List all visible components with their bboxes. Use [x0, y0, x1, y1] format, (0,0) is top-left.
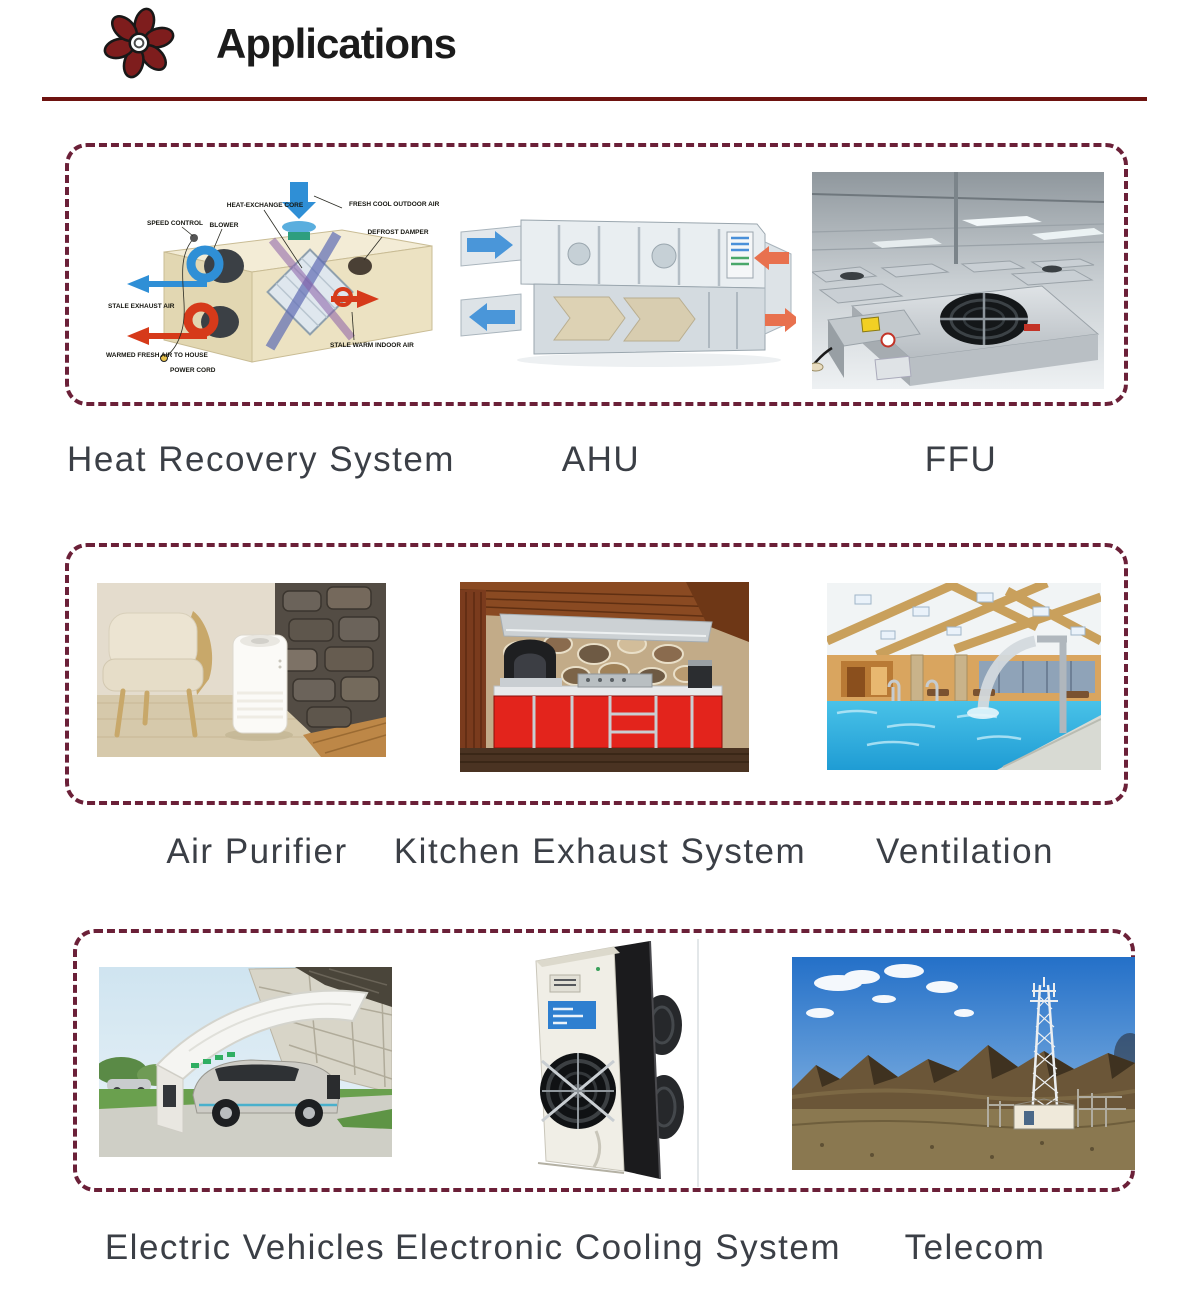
red-cabinets: [494, 696, 722, 748]
label-stale-warm-indoor-air: STALE WARM INDOOR AIR: [330, 342, 414, 349]
prohibition-sticker: [882, 334, 895, 347]
heat-recovery-image: [102, 180, 459, 379]
caption-kitchen-exhaust-system: Kitchen Exhaust System: [393, 832, 807, 871]
caption-telecom: Telecom: [904, 1228, 1046, 1267]
air-purifier-image: [97, 583, 386, 757]
label-defrost-damper: DEFROST DAMPER: [367, 229, 429, 236]
label-speed-control: SPEED CONTROL: [147, 220, 203, 227]
heat-recovery-system-diagram: [102, 180, 459, 379]
caption-air-purifier: Air Purifier: [166, 832, 348, 871]
label-fresh-cool-outdoor-air: FRESH COOL OUTDOOR AIR: [349, 201, 440, 208]
caption-electronic-cooling-system: Electronic Cooling System: [395, 1228, 841, 1267]
label-warmed-fresh-air: WARMED FRESH AIR TO HOUSE: [106, 352, 208, 359]
header-divider: [42, 97, 1147, 101]
telecom-tower-desert-photo: [792, 957, 1135, 1170]
electronic-cooling-image: [502, 939, 704, 1187]
air-purifier-room-photo: [97, 583, 386, 757]
ahu-image: [459, 202, 796, 376]
warning-sticker: [861, 317, 879, 332]
label-stale-exhaust-air: STALE EXHAUST AIR: [108, 303, 175, 310]
indoor-pool-ventilation-photo: [827, 583, 1101, 770]
caption-electric-vehicles: Electric Vehicles: [104, 1228, 386, 1267]
ventilation-image: [827, 583, 1101, 770]
caption-heat-recovery-system: Heat Recovery System: [67, 440, 455, 479]
caption-ventilation: Ventilation: [875, 832, 1055, 871]
kitchen-exhaust-photo: [460, 582, 749, 772]
kitchen-exhaust-image: [460, 582, 749, 772]
caption-ffu: FFU: [924, 440, 998, 479]
label-blower: BLOWER: [209, 222, 239, 229]
page-title: Applications: [216, 20, 457, 67]
cooler-fan: [540, 1053, 616, 1129]
applications-box-2: [65, 543, 1128, 805]
label-heat-exchange-core: HEAT-EXCHANGE CORE: [226, 202, 304, 209]
fan-filter-unit-cleanroom-photo: [812, 172, 1104, 389]
ffu-image: [812, 172, 1104, 389]
applications-box-3: [73, 929, 1135, 1192]
electronic-cooling-unit-photo: [502, 939, 704, 1187]
air-purifier-device: [233, 635, 287, 733]
air-handling-unit-render: [459, 202, 796, 376]
ev-charging-station-photo: [99, 967, 392, 1157]
fan-icon: [100, 4, 178, 82]
applications-box-1: [65, 143, 1128, 406]
telecom-image: [792, 957, 1135, 1170]
electric-vehicles-image: [99, 967, 392, 1157]
label-power-cord: POWER CORD: [170, 367, 216, 374]
caption-ahu: AHU: [561, 440, 641, 479]
